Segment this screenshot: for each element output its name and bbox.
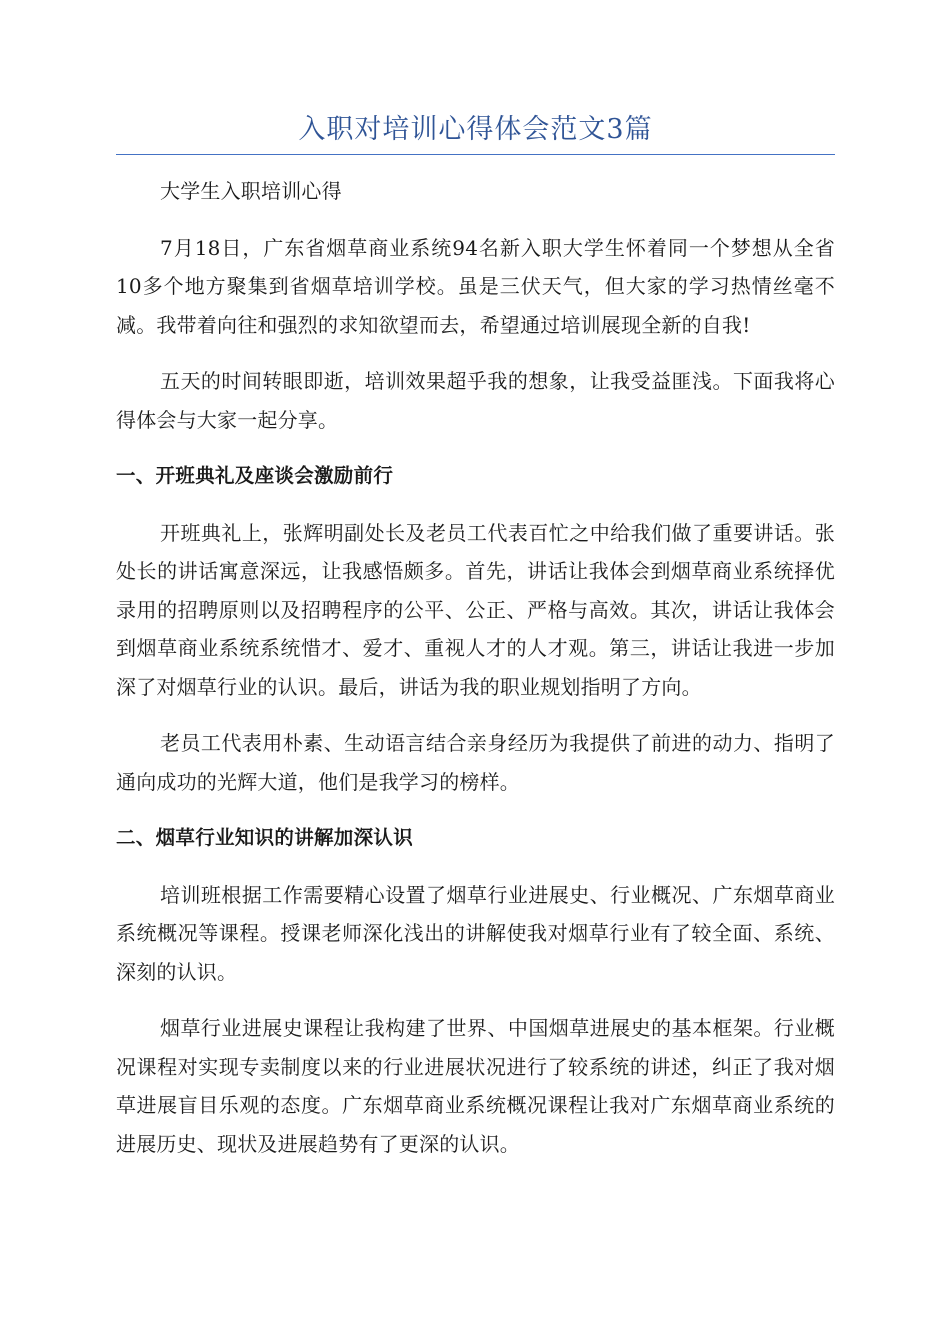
paragraph-opening-speech: 开班典礼上，张辉明副处长及老员工代表百忙之中给我们做了重要讲话。张处长的讲话寓意深远，让我感悟颇多。首先，讲话让我体会到烟草商业系统择优录用的招聘原则以及招聘程序的公平、公正、严格与高效。其次，讲话让我体会到烟草商业系统系统惜才、爱才、重视人才的人才观。第三，讲话让我进一步加深了对烟草行业的认识。最后，讲话为我的职业规划指明了方向。 xyxy=(116,520,835,699)
paragraph-senior-staff: 老员工代表用朴素、生动语言结合亲身经历为我提供了前进的动力、指明了通向成功的光辉大道，他们是我学习的榜样。 xyxy=(116,731,835,794)
paragraph-sharing: 五天的时间转眼即逝，培训效果超乎我的想象，让我受益匪浅。下面我将心得体会与大家一起分享。 xyxy=(116,369,835,432)
section-heading-industry-knowledge: 二、烟草行业知识的讲解加深认识 xyxy=(116,826,414,849)
title-underline xyxy=(116,154,835,155)
paragraph-history-course: 烟草行业进展史课程让我构建了世界、中国烟草进展史的基本框架。行业概况课程对实现专卖制度以来的行业进展状况进行了较系统的讲述，纠正了我对烟草进展盲目乐观的态度。广东烟草商业系统概况课程让我对广东烟草商业系统的进展历史、现状及进展趋势有了更深的认识。 xyxy=(116,1016,835,1156)
subtitle: 大学生入职培训心得 xyxy=(160,179,342,203)
section-heading-opening-ceremony: 一、开班典礼及座谈会激励前行 xyxy=(116,464,394,487)
document-body xyxy=(116,172,835,1163)
paragraph-courses: 培训班根据工作需要精心设置了烟草行业进展史、行业概况、广东烟草商业系统概况等课程。授课老师深化浅出的讲解使我对烟草行业有了较全面、系统、深刻的认识。 xyxy=(116,882,835,984)
paragraph-intro: 7月18日，广东省烟草商业系统94名新入职大学生怀着同一个梦想从全省10多个地方聚集到省烟草培训学校。虽是三伏天气，但大家的学习热情丝毫不减。我带着向往和强烈的求知欲望而去，希望通过培训展现全新的自我! xyxy=(116,235,835,337)
document-title: 入职对培训心得体会范文3篇 xyxy=(298,114,653,145)
